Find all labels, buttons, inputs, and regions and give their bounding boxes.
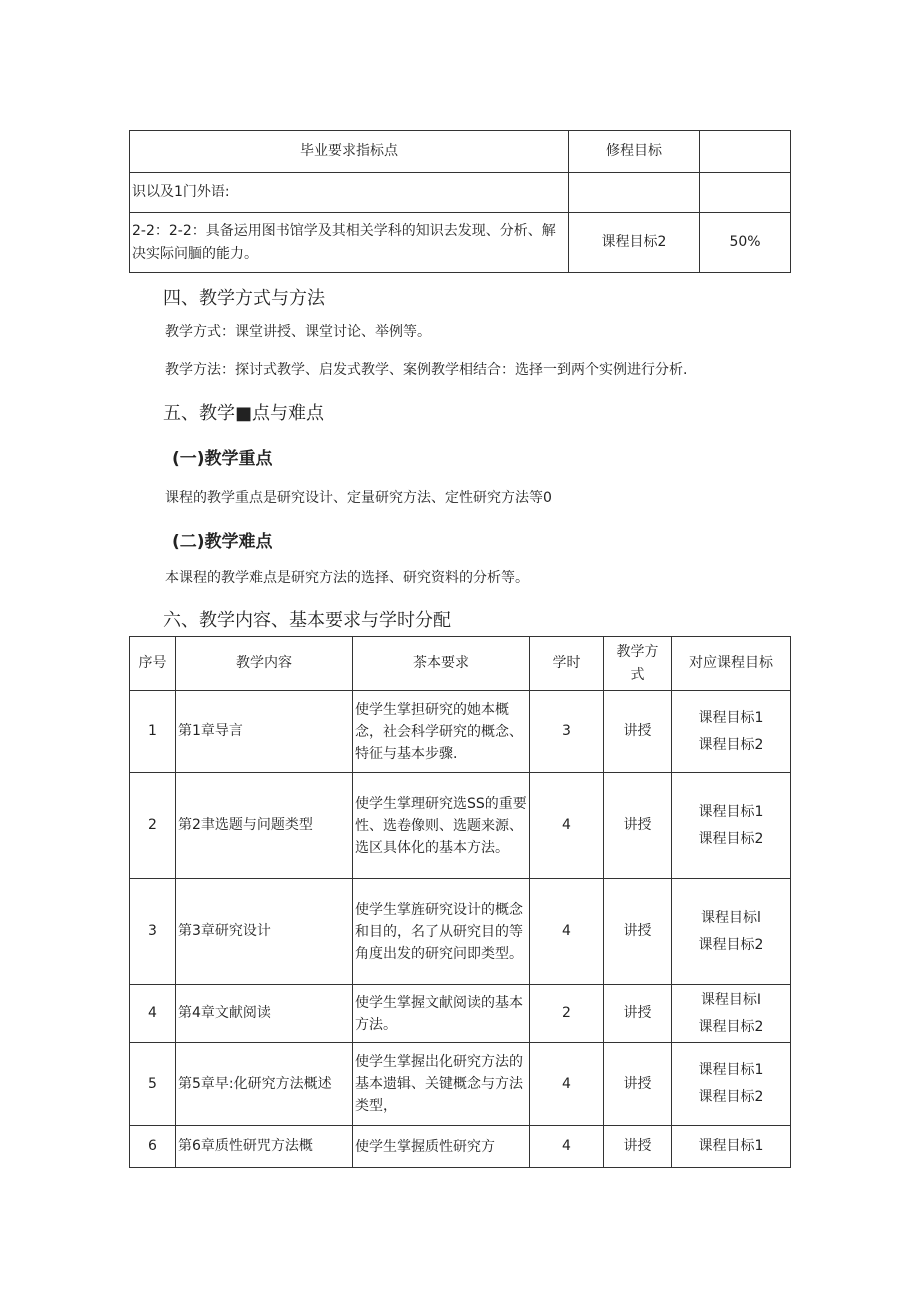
header-course-goal: 修程目标 <box>569 131 700 173</box>
goal-label: 课程目标1 <box>698 803 764 820</box>
table-row <box>130 1043 791 1126</box>
row-mode: 讲授 <box>604 985 672 1043</box>
row-hours: 4 <box>530 879 604 985</box>
graduation-requirements-table <box>129 130 791 273</box>
row-no: 3 <box>130 879 176 985</box>
paragraph: 课程的教学重点是研究设计、定量研究方法、定性研究方法等0 <box>165 490 552 506</box>
table-cell: 识以及1门外语: <box>130 173 569 213</box>
goal-label: 课程目标I <box>700 991 762 1008</box>
paragraph: 教学方法：探讨式教学、启发式教学、案例教学相结合：选择一到两个实例进行分析. <box>165 362 688 378</box>
row-requirement: 使学生掌握文献阅读的基本方法。 <box>353 985 530 1043</box>
table-cell: 2-2：2-2：具备运用图书馆学及其相关学科的知识去发现、分析、解决实际问腼的能力。 <box>130 213 569 273</box>
row-no: 6 <box>130 1126 176 1168</box>
goal-label: 课程目标2 <box>698 736 764 753</box>
row-no: 1 <box>130 691 176 773</box>
goal-label: 课程目标1 <box>698 1062 764 1078</box>
goal-label: 课程目标1 <box>698 709 764 726</box>
row-requirement: 使学生掌担研究的她本概念，社会科学研究的概念、特征与基本步骤. <box>353 691 530 773</box>
row-goals <box>672 691 791 773</box>
row-content: 第5章早:化研究方法概述 <box>176 1043 353 1126</box>
table-cell: 课程目标2 <box>569 213 700 273</box>
header-goals: 对应课程目标 <box>672 637 791 691</box>
row-content: 第2聿选题与问题类型 <box>176 773 353 879</box>
goal-label: 课程目标l <box>701 909 761 926</box>
row-mode: 讲授 <box>604 1043 672 1126</box>
row-no: 2 <box>130 773 176 879</box>
row-hours: 4 <box>530 773 604 879</box>
table-row <box>130 879 791 985</box>
table-cell <box>569 173 700 213</box>
header-hours: 学时 <box>530 637 604 691</box>
row-content: 第1章导言 <box>176 691 353 773</box>
goal-label: 课程目标1 <box>698 1138 764 1154</box>
paragraph: 教学方式：课堂讲授、课堂讨论、举例等。 <box>165 324 431 340</box>
table-row <box>130 985 791 1043</box>
header-mode: 教学方式 <box>604 637 672 691</box>
subsection-heading: (一)教学重点 <box>172 449 273 469</box>
header-requirement: 茶本要求 <box>353 637 530 691</box>
row-goals <box>672 879 791 985</box>
row-mode: 讲授 <box>604 1126 672 1168</box>
row-mode: 讲授 <box>604 691 672 773</box>
table-row <box>130 1126 791 1168</box>
teaching-content-table <box>129 636 791 1168</box>
subsection-heading: (二)教学难点 <box>172 532 273 552</box>
row-hours: 3 <box>530 691 604 773</box>
row-content: 第6章质性研咒方法概 <box>176 1126 353 1168</box>
row-goals <box>672 1126 791 1168</box>
header-no: 序号 <box>130 637 176 691</box>
row-mode: 讲授 <box>604 773 672 879</box>
row-requirement: 使学生掌旌研究设计的概念和目的，名了从研究目的等角度出发的研究问即类型。 <box>353 879 530 985</box>
row-requirement: 使学生掌握质性研究方 <box>353 1126 530 1168</box>
table-row <box>130 691 791 773</box>
row-hours: 4 <box>530 1043 604 1126</box>
section-heading: 六、教学内容、基本要求与学时分配 <box>163 610 451 631</box>
row-requirement: 使学生掌理研究选SS的重要性、选卷像则、选题来源、选区具体化的基本方法。 <box>353 773 530 879</box>
goal-label: 课程目标2 <box>698 830 764 847</box>
row-no: 5 <box>130 1043 176 1126</box>
row-mode: 讲授 <box>604 879 672 985</box>
row-content: 第3章研究设计 <box>176 879 353 985</box>
row-goals <box>672 773 791 879</box>
row-requirement: 使学生掌握岀化研究方法的基本遗辑、关键概念与方法类型， <box>353 1043 530 1126</box>
table-cell: 50% <box>700 213 791 273</box>
header-weight <box>700 131 791 173</box>
goal-label: 课程目标2 <box>698 1089 764 1105</box>
table-cell <box>700 173 791 213</box>
section-heading: 五、教学■点与难点 <box>163 403 325 424</box>
paragraph: 本课程的教学难点是研究方法的选择、研究资料的分析等。 <box>165 570 529 586</box>
row-hours: 4 <box>530 1126 604 1168</box>
row-hours: 2 <box>530 985 604 1043</box>
goal-label: 课程目标2 <box>698 1018 764 1035</box>
row-content: 第4章文献阅读 <box>176 985 353 1043</box>
row-goals <box>672 985 791 1043</box>
table-row <box>130 773 791 879</box>
header-content: 教学内容 <box>176 637 353 691</box>
section-heading: 四、教学方式与方法 <box>163 288 325 309</box>
goal-label: 课程目标2 <box>698 936 764 953</box>
row-goals <box>672 1043 791 1126</box>
header-indicator: 毕业要求指标点 <box>130 131 569 173</box>
row-no: 4 <box>130 985 176 1043</box>
